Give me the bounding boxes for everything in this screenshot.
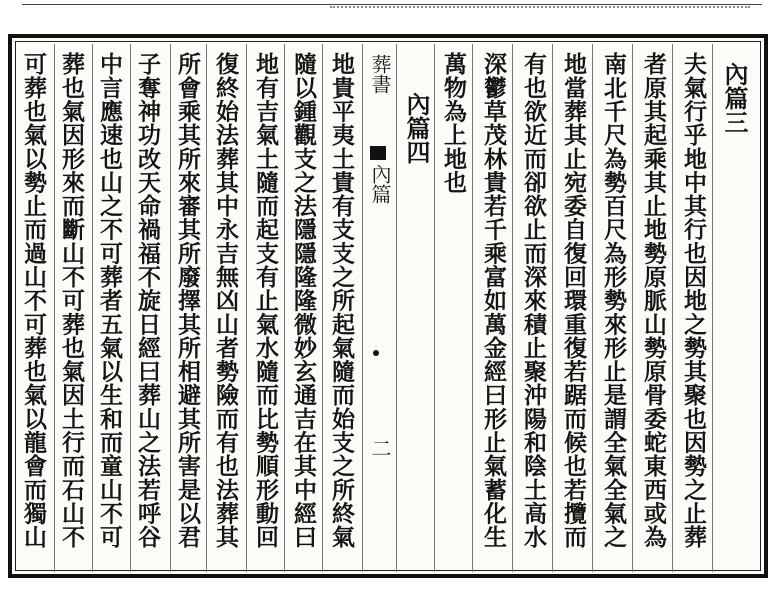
- text-column: 所會乘其所來審其所廢擇其所相避其所害是以君: [174, 52, 201, 549]
- text-column: 地有吉氣土隨而起支有止氣水隨而比勢順形動回: [252, 52, 279, 549]
- text-column: 地貴平夷土貴有支支之所起氣隨而始支之所終氣: [328, 52, 355, 549]
- fish-tail-mark: [370, 146, 386, 160]
- column-rule: [92, 44, 93, 572]
- column-rule: [672, 44, 673, 572]
- text-column: 葬也氣因形來而斷山不可葬也氣因土行而石山不: [58, 52, 85, 549]
- text-column: 中言應速也山之不可葬者五氣以生和而童山不可: [96, 52, 123, 549]
- text-column: 南北千尺為勢百尺為形勢來形止是謂全氣全氣之: [600, 52, 627, 549]
- text-column: 深鬱草茂林貴若千乘富如萬金經曰形止氣蓄化生: [480, 52, 507, 549]
- text-column: 復終始法葬其中永吉無凶山者勢險而有也法葬其: [212, 52, 239, 549]
- top-dashes: [330, 6, 750, 26]
- column-rule: [284, 44, 285, 572]
- top-edge: [0, 0, 777, 26]
- text-column: 者原其起乘其止地勢原脈山勢原骨委蛇東西或為: [640, 52, 667, 549]
- margin-page-number: 二: [368, 438, 392, 458]
- column-rule: [130, 44, 131, 572]
- top-rule: [22, 4, 762, 5]
- text-column: 地當葬其止宛委自復回環重復若踞而候也若攬而: [560, 52, 587, 549]
- column-rule: [472, 44, 473, 572]
- column-rule: [712, 44, 713, 572]
- text-column: 隨以鍾觀支之法隱隱隆隆微妙玄通吉在其中經曰: [290, 52, 317, 549]
- column-rule: [246, 44, 247, 572]
- text-column: 夫氣行乎地中其行也因地之勢其聚也因勢之止葬: [680, 52, 707, 549]
- margin-section: 內篇: [368, 164, 392, 204]
- column-rule: [552, 44, 553, 572]
- heading-nei-pian-si: 內篇四: [402, 92, 431, 164]
- column-rule: [434, 44, 435, 572]
- column-rule: [592, 44, 593, 572]
- column-rule: [54, 44, 55, 572]
- text-column: 有也欲近而卻欲止而深來積止聚沖陽和陰土高水: [520, 52, 547, 549]
- column-rule: [170, 44, 171, 572]
- column-rule: [512, 44, 513, 572]
- heading-nei-pian-san: 內篇三: [720, 62, 749, 134]
- text-column: 萬物為上地也: [440, 52, 467, 194]
- column-rule: [396, 44, 397, 572]
- text-column: 可葬也氣以勢止而過山不可葬也氣以龍會而獨山: [20, 52, 47, 549]
- margin-dot: [373, 350, 379, 356]
- column-rule: [362, 44, 363, 572]
- column-rule: [206, 44, 207, 572]
- text-column: 子奪神功改天命禍福不旋日經曰葬山之法若呼谷: [134, 52, 161, 549]
- column-rule: [322, 44, 323, 572]
- column-rule: [632, 44, 633, 572]
- margin-book-title: 葬書: [368, 54, 392, 94]
